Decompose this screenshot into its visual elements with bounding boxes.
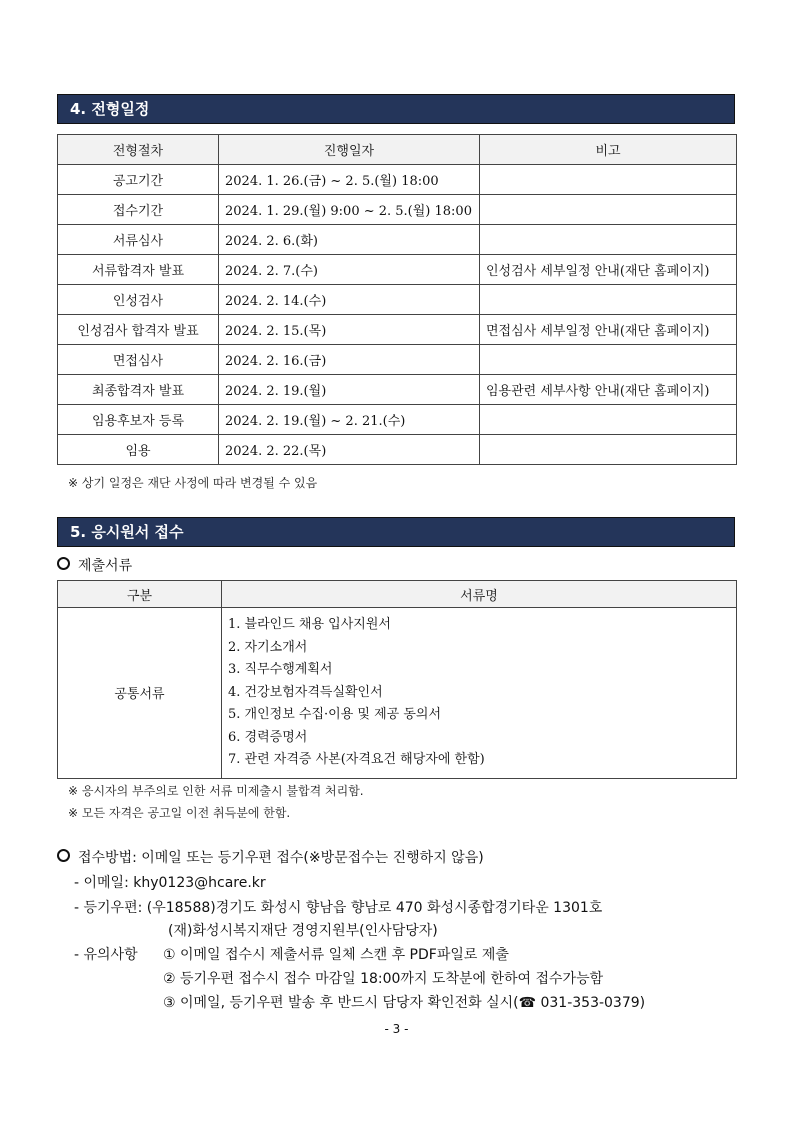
date-cell: 2024. 2. 22.(목) (219, 435, 480, 465)
documents-cell (222, 608, 737, 779)
column-header: 진행일자 (219, 135, 480, 165)
note-cell (480, 405, 737, 435)
step-cell: 최종합격자 발표 (58, 375, 219, 405)
document-item: 7. 관련 자격증 사본(자격요건 해당자에 한함) (228, 752, 485, 767)
date-cell: 2024. 2. 15.(목) (219, 315, 480, 345)
circle-bullet-icon (57, 557, 70, 570)
note-cell: 임용관련 세부사항 안내(재단 홈페이지) (480, 375, 737, 405)
documents-table (57, 580, 737, 779)
step-cell: 서류합격자 발표 (58, 255, 219, 285)
note-cell (480, 165, 737, 195)
date-cell: 2024. 2. 16.(금) (219, 345, 480, 375)
document-item: 5. 개인정보 수집·이용 및 제공 동의서 (228, 707, 442, 722)
note-cell (480, 435, 737, 465)
document-item: 1. 블라인드 채용 입사지원서 (228, 617, 391, 632)
table-row (58, 255, 737, 285)
step-cell: 인성검사 (58, 285, 219, 315)
method-heading (57, 847, 484, 867)
table-row (58, 285, 737, 315)
table-row (58, 435, 737, 465)
note-cell (480, 225, 737, 255)
table-row (58, 225, 737, 255)
column-header: 비고 (480, 135, 737, 165)
step-cell: 인성검사 합격자 발표 (58, 315, 219, 345)
table-row (58, 345, 737, 375)
method-heading-label: 접수방법: 이메일 또는 등기우편 접수(※방문접수는 진행하지 않음) (78, 850, 484, 866)
date-cell: 2024. 1. 26.(금) ~ 2. 5.(월) 18:00 (219, 165, 480, 195)
method-mail-address: - 등기우편: (우18588)경기도 화성시 향남읍 향남로 470 화성시종합경기타운 1301호 (74, 900, 603, 916)
step-cell: 접수기간 (58, 195, 219, 225)
docs-heading-label: 제출서류 (78, 558, 133, 574)
caution-item: ③ 이메일, 등기우편 발송 후 반드시 담당자 확인전화 실시(☎ 031-353-0379) (163, 995, 646, 1011)
step-cell: 임용 (58, 435, 219, 465)
column-header: 서류명 (222, 581, 737, 608)
document-item: 3. 직무수행계획서 (228, 662, 333, 677)
column-header: 전형절차 (58, 135, 219, 165)
step-cell: 면접심사 (58, 345, 219, 375)
docs-note: ※ 응시자의 부주의로 인한 서류 미제출시 불합격 처리함. (68, 784, 364, 798)
date-cell: 2024. 2. 7.(수) (219, 255, 480, 285)
caution-label: - 유의사항 (74, 947, 138, 963)
docs-heading (57, 555, 132, 575)
page-number: - 3 - (384, 1022, 409, 1036)
table-row (58, 165, 737, 195)
date-cell: 2024. 2. 19.(월) (219, 375, 480, 405)
note-cell (480, 345, 737, 375)
date-cell: 2024. 2. 14.(수) (219, 285, 480, 315)
note-cell (480, 195, 737, 225)
table-row (58, 375, 737, 405)
section-4-title: 4. 전형일정 (57, 94, 735, 124)
date-cell: 2024. 2. 19.(월) ~ 2. 21.(수) (219, 405, 480, 435)
document-item: 6. 경력증명서 (228, 729, 308, 745)
table-header-row (58, 135, 737, 165)
table-row (58, 315, 737, 345)
note-cell: 인성검사 세부일정 안내(재단 홈페이지) (480, 255, 737, 285)
document-item: 4. 건강보험자격득실확인서 (228, 684, 383, 700)
method-email: - 이메일: khy0123@hcare.kr (74, 875, 266, 891)
category-cell: 공통서류 (58, 608, 222, 779)
method-mail-recipient: (재)화성시복지재단 경영지원부(인사담당자) (168, 923, 438, 939)
caution-item: ① 이메일 접수시 제출서류 일체 스캔 후 PDF파일로 제출 (163, 947, 509, 963)
caution-item: ② 등기우편 접수시 접수 마감일 18:00까지 도착분에 한하여 접수가능함 (163, 971, 604, 987)
date-cell: 2024. 2. 6.(화) (219, 225, 480, 255)
circle-bullet-icon (57, 849, 70, 862)
table-header-row (58, 581, 737, 608)
note-cell: 면접심사 세부일정 안내(재단 홈페이지) (480, 315, 737, 345)
schedule-table (57, 134, 737, 465)
note-cell (480, 285, 737, 315)
table-row (58, 405, 737, 435)
docs-note: ※ 모든 자격은 공고일 이전 취득분에 한함. (68, 806, 291, 820)
schedule-footnote: ※ 상기 일정은 재단 사정에 따라 변경될 수 있음 (68, 476, 318, 490)
step-cell: 공고기간 (58, 165, 219, 195)
section-5-title: 5. 응시원서 접수 (57, 517, 735, 547)
step-cell: 임용후보자 등록 (58, 405, 219, 435)
table-row (58, 195, 737, 225)
column-header: 구분 (58, 581, 222, 608)
document-item: 2. 자기소개서 (228, 639, 308, 655)
date-cell: 2024. 1. 29.(월) 9:00 ~ 2. 5.(월) 18:00 (219, 195, 480, 225)
table-row (58, 608, 737, 779)
step-cell: 서류심사 (58, 225, 219, 255)
